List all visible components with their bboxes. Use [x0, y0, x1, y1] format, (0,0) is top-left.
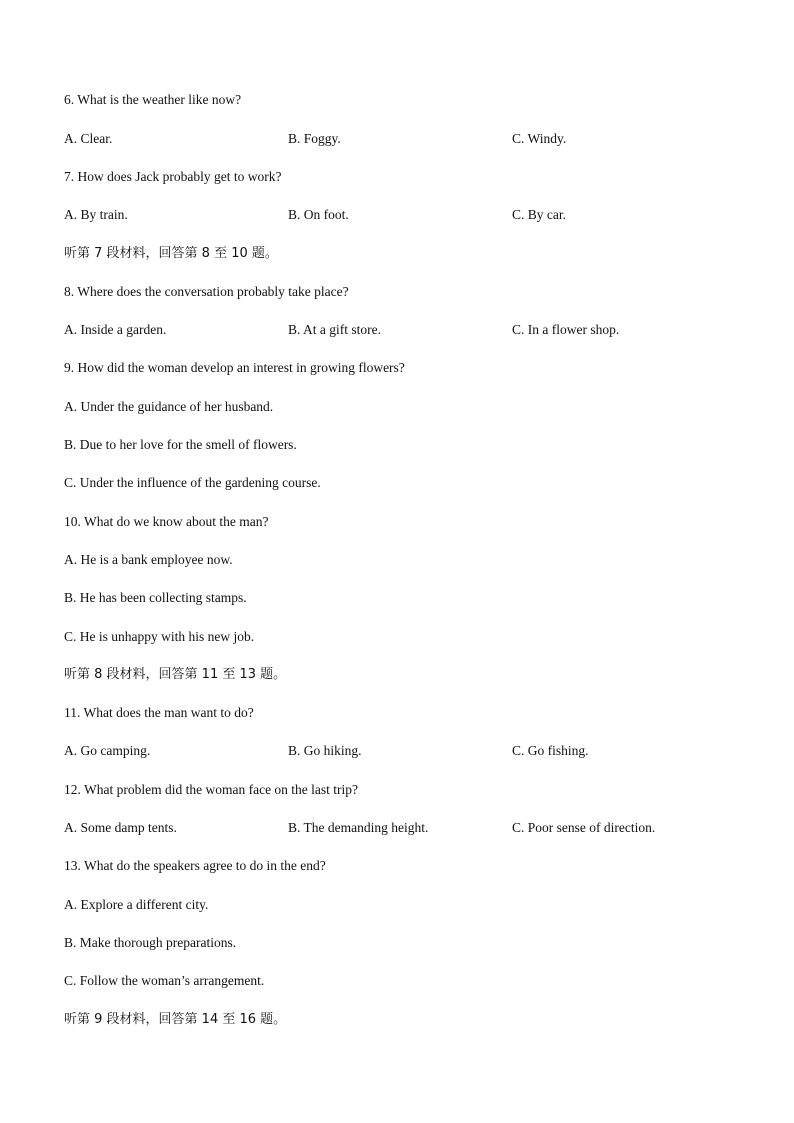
question-7-option-c: C. By car. [512, 207, 566, 222]
question-8: 8. Where does the conversation probably take place? [64, 284, 349, 299]
question-8-option-b: B. At a gift store. [288, 322, 381, 337]
section-7-heading: 听第 7 段材料，回答第 8 至 10 题。 [64, 246, 278, 261]
question-11-option-c: C. Go fishing. [512, 743, 589, 758]
question-10-option-a: A. He is a bank employee now. [64, 552, 233, 567]
question-12: 12. What problem did the woman face on the last trip? [64, 782, 359, 797]
question-11-option-a: A. Go camping. [64, 743, 151, 758]
section-8-heading: 听第 8 段材料，回答第 11 至 13 题。 [64, 667, 287, 682]
section-9-heading: 听第 9 段材料，回答第 14 至 16 题。 [64, 1012, 287, 1027]
question-9-option-b: B. Due to her love for the smell of flowers. [64, 437, 297, 452]
question-11-option-b: B. Go hiking. [288, 743, 362, 758]
question-7: 7. How does Jack probably get to work? [64, 169, 282, 184]
question-6-option-a: A. Clear. [64, 131, 113, 146]
question-13: 13. What do the speakers agree to do in the end? [64, 858, 326, 873]
question-7-option-a: A. By train. [64, 207, 128, 222]
question-12-option-b: B. The demanding height. [288, 820, 429, 835]
question-10: 10. What do we know about the man? [64, 514, 269, 529]
question-9-option-a: A. Under the guidance of her husband. [64, 399, 274, 414]
question-12-option-c: C. Poor sense of direction. [512, 820, 656, 835]
question-11: 11. What does the man want to do? [64, 705, 254, 720]
question-9-option-c: C. Under the influence of the gardening course. [64, 475, 321, 490]
question-9: 9. How did the woman develop an interest in growing flowers? [64, 360, 405, 375]
question-6: 6. What is the weather like now? [64, 92, 242, 107]
question-10-option-c: C. He is unhappy with his new job. [64, 629, 255, 644]
question-12-option-a: A. Some damp tents. [64, 820, 177, 835]
question-6-option-c: C. Windy. [512, 131, 567, 146]
question-13-option-b: B. Make thorough preparations. [64, 935, 237, 950]
question-7-option-b: B. On foot. [288, 207, 349, 222]
question-8-option-c: C. In a flower shop. [512, 322, 620, 337]
question-6-option-b: B. Foggy. [288, 131, 341, 146]
question-13-option-a: A. Explore a different city. [64, 897, 209, 912]
question-10-option-b: B. He has been collecting stamps. [64, 590, 247, 605]
question-8-option-a: A. Inside a garden. [64, 322, 167, 337]
question-13-option-c: C. Follow the woman’s arrangement. [64, 973, 265, 988]
